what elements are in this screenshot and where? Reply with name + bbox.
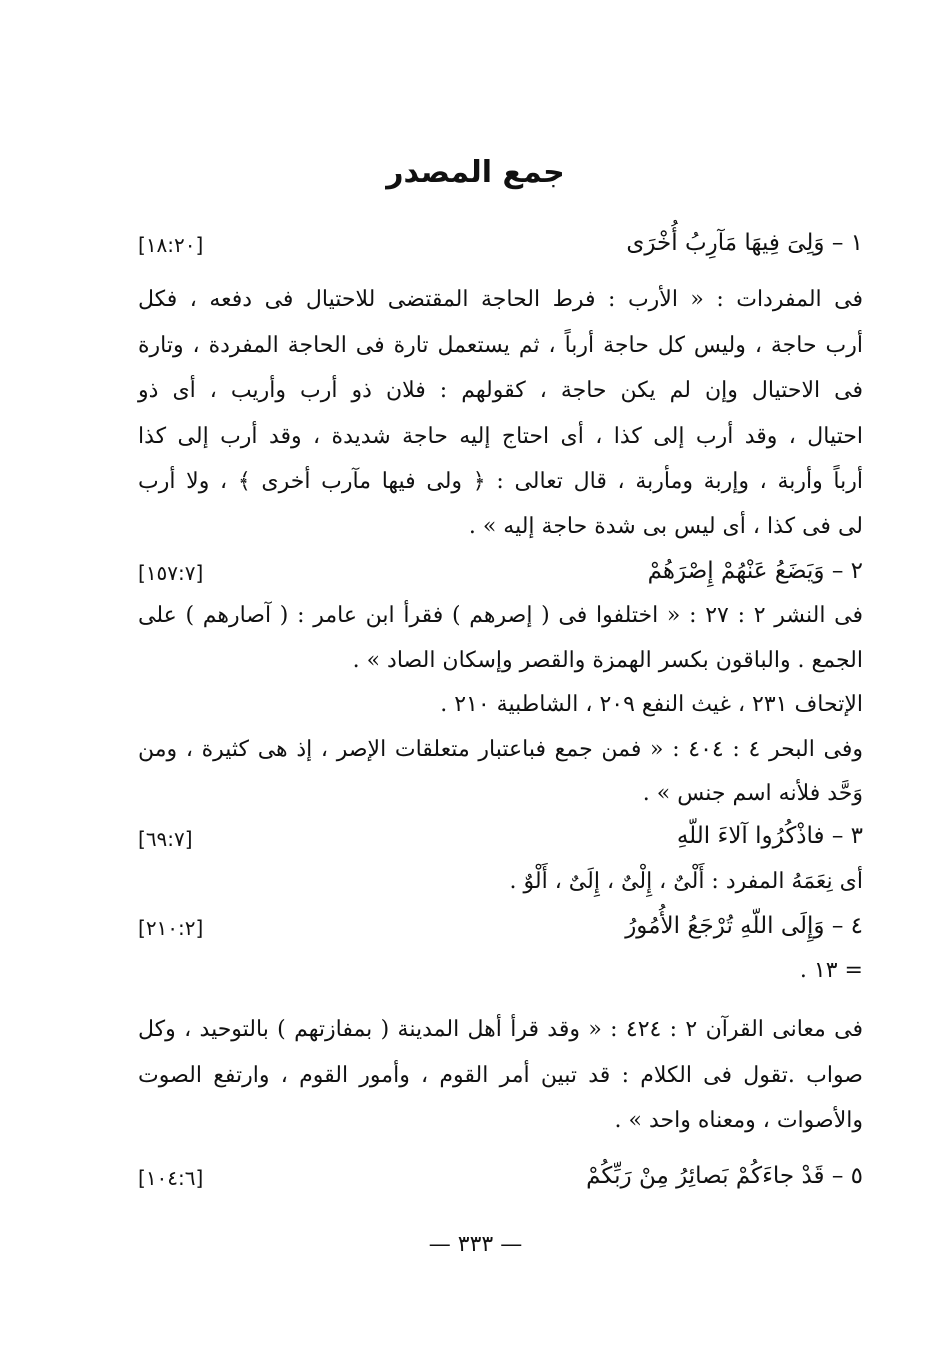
text-line: = ١٣ . xyxy=(799,958,863,983)
text-line: وفى البحر ٤ : ٤٠٤ : « فمن جمع فباعتبار متعلقات الإصر ، إذ هى كثيرة ، ومن xyxy=(138,737,863,762)
text-line: فى معانى القرآن ٢ : ٤٢٤ : « وقد قرأ أهل المدينة ( بمفازتهم ) بالتوحيد ، وكل xyxy=(138,1017,863,1042)
verse-3: ٣ – فاذْكُرُوا آلاءَ اللّهِ xyxy=(676,823,863,849)
verse-1-ref: [١٨:٢٠] xyxy=(138,233,204,257)
text-line: أرباً وأربة ، وإربة ومأربة ، قال تعالى : ﴿ ولى فيها مآرب أخرى ﴾ ، ولا أرب xyxy=(138,469,863,494)
text-line: فى المفردات : « الأرب : فرط الحاجة المقتضى للاحتيال فى دفعه ، فكل xyxy=(138,287,863,312)
text-line: والأصوات ، ومعناه واحد » . xyxy=(614,1108,863,1133)
verse-1: ١ – وَلِىَ فِيهَا مَآرِبُ أُخْرَى xyxy=(626,230,863,256)
verse-3-ref: [٦٩:٧] xyxy=(138,827,193,851)
verse-4: ٤ – وَإِلَى اللّهِ تُرْجَعُ الأُمُورُ xyxy=(625,913,863,939)
text-line: الجمع . والباقون بكسر الهمزة والقصر وإسكان الصاد » . xyxy=(352,648,863,673)
verse-2-ref: [١٥٧:٧] xyxy=(138,561,204,585)
verse-5-ref: [١٠٤:٦] xyxy=(138,1166,204,1190)
verse-5: ٥ – قَدْ جاءَكُمْ بَصائِرُ مِنْ رَبِّكُمْ xyxy=(586,1163,863,1189)
text-line: الإتحاف ٢٣١ ، غيث النفع ٢٠٩ ، الشاطبية ٢١٠ . xyxy=(440,692,863,717)
text-line: صواب .تقول فى الكلام : قد تبين أمر القوم ، وأمور القوم ، وارتفع الصوت xyxy=(138,1063,863,1088)
text-line: لى فى كذا ، أى ليس بى شدة حاجة إليه » . xyxy=(468,514,863,539)
text-line: أرب حاجة ، وليس كل حاجة أرباً ، ثم يستعمل تارة فى الحاجة المفردة ، وتارة xyxy=(138,333,863,358)
verse-2: ٢ – وَيَضَعُ عَنْهُمْ إِصْرَهُمْ xyxy=(647,558,863,584)
page-title: جمع المصدر xyxy=(386,155,565,190)
text-line: أى نِعَمَهُ المفرد : أَلْىٌ ، إِلْىٌ ، إِلَىٌ ، أَلْوٌ . xyxy=(509,869,863,894)
verse-4-ref: [٢١٠:٢] xyxy=(138,916,204,940)
text-line: وَحَّد فلأنه اسم جنس » . xyxy=(642,781,863,806)
page-number: — ٣٣٣ — xyxy=(428,1232,523,1257)
text-line: فى النشر ٢ : ٢٧ : « اختلفوا فى ( إصرهم ) فقرأ ابن عامر : ( آصارهم ) على xyxy=(138,603,863,628)
text-line: احتيال ، وقد أرب إلى كذا ، أى احتاج إليه حاجة شديدة ، وقد أرب إلى كذا xyxy=(138,424,863,449)
text-line: فى الاحتيال وإن لم يكن حاجة ، كقولهم : فلان ذو أرب وأريب ، أى ذو xyxy=(138,378,863,403)
